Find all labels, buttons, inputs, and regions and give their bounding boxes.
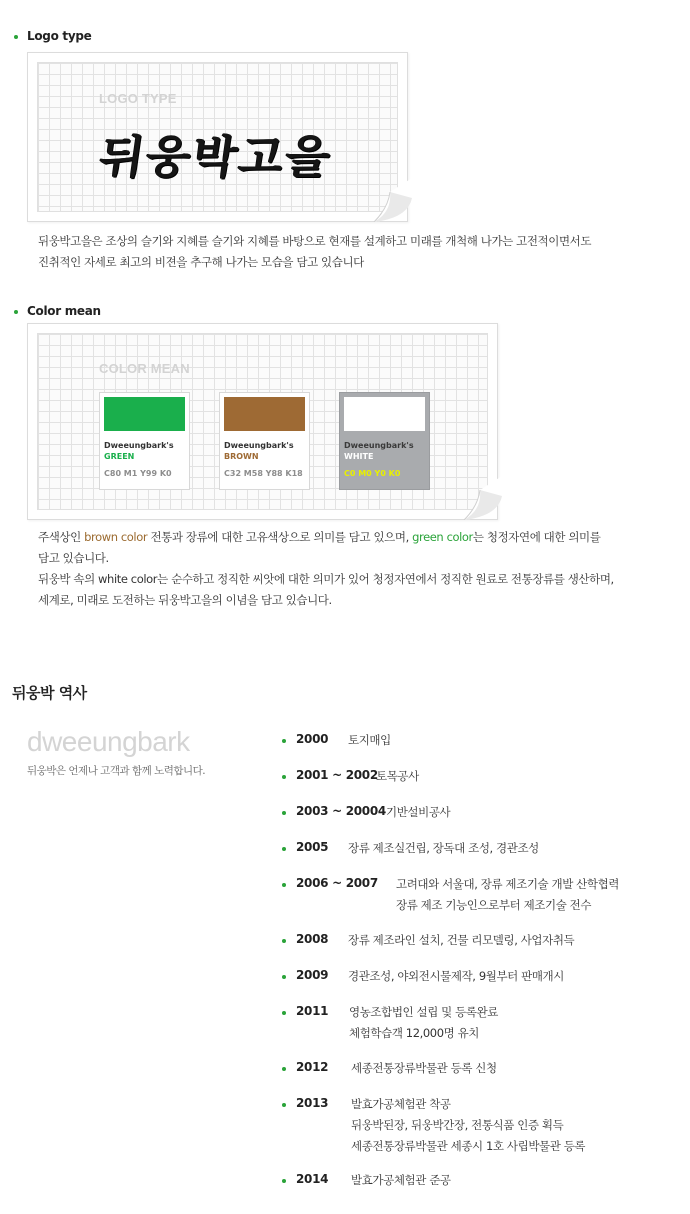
brown-color-text: brown color [84, 530, 148, 544]
timeline-year: 2003 ~ 20004 [296, 804, 386, 818]
timeline-description-line: 토목공사 [376, 769, 419, 783]
timeline-year: 2012 [296, 1060, 329, 1074]
section-bullet [14, 310, 18, 314]
timeline-year: 2009 [296, 968, 329, 982]
card-color-code: C0 M0 Y0 K0 [344, 469, 401, 478]
timeline-description-line: 고려대와 서울대, 장류 제조기술 개발 산학협력 [396, 877, 620, 891]
card-color-code: C32 M58 Y88 K18 [224, 469, 303, 478]
green-color-text: green color [412, 530, 473, 544]
timeline-description-line: 경관조성, 야외전시물제작, 9월부터 판매개시 [348, 969, 564, 983]
color-panel [27, 323, 498, 520]
history-title: 뒤웅박 역사 [12, 684, 87, 702]
timeline-bullet [282, 775, 286, 779]
timeline-description [351, 1094, 585, 1157]
timeline-description-line: 세종전통장류박물관 세종시 1호 사립박물관 등록 [351, 1139, 586, 1153]
card-brand-name: Dweeungbark's [104, 441, 174, 450]
logo-description-line: 진취적인 자세로 최고의 비젼을 추구해 나가는 모습을 담고 있습니다 [38, 255, 364, 269]
brand-tagline: 뒤웅박은 언제나 고객과 함께 노력합니다. [27, 765, 206, 777]
timeline-bullet [282, 975, 286, 979]
timeline-description [376, 766, 419, 787]
text-span: 는 청정자연에 대한 의미를 [472, 530, 601, 544]
timeline-description [351, 1058, 497, 1079]
timeline-year: 2008 [296, 932, 329, 946]
timeline-year: 2013 [296, 1096, 329, 1110]
color-card-brown [219, 392, 310, 490]
timeline-year: 2005 [296, 840, 329, 854]
timeline-year: 2014 [296, 1172, 329, 1186]
timeline-description [349, 1002, 498, 1044]
color-swatch-green [104, 397, 185, 431]
timeline-description [348, 930, 574, 951]
card-brand-name: Dweeungbark's [224, 441, 294, 450]
logo-panel-label: LOGO TYPE [99, 91, 177, 106]
timeline-description [348, 838, 539, 859]
color-section-title: Color mean [27, 304, 101, 318]
color-card-white [339, 392, 430, 490]
timeline-description [351, 1170, 451, 1191]
text-span: 전통과 장류에 대한 고유색상으로 의미를 담고 있으며, [147, 530, 413, 544]
timeline-bullet [282, 811, 286, 815]
section-bullet [14, 35, 18, 39]
timeline-description-line: 장류 제조실건립, 장독대 조성, 경관조성 [348, 841, 539, 855]
color-description-line: 담고 있습니다. [38, 551, 109, 565]
card-color-name: BROWN [224, 452, 259, 461]
timeline-description-line: 발효가공체험관 준공 [351, 1173, 451, 1187]
timeline-description-line: 토지매입 [348, 733, 391, 747]
timeline-description-line: 장류 제조라인 설치, 건물 리모델링, 사업자취득 [348, 933, 575, 947]
timeline-description [348, 966, 564, 987]
timeline-description-line: 영농조합법인 설립 및 등록완료 [349, 1005, 498, 1019]
card-color-code: C80 M1 Y99 K0 [104, 469, 172, 478]
timeline-year: 2000 [296, 732, 329, 746]
timeline-description-line: 뒤웅박된장, 뒤웅박간장, 전통식품 인증 획득 [351, 1118, 564, 1132]
brand-wordmark: dweeungbark [27, 726, 190, 757]
card-brand-name: Dweeungbark's [344, 441, 414, 450]
card-color-name: WHITE [344, 452, 374, 461]
page-curl-icon [368, 178, 412, 222]
timeline-description [348, 730, 391, 751]
timeline-description-line: 장류 제조 기능인으로부터 제조기술 전수 [396, 898, 592, 912]
timeline-year: 2011 [296, 1004, 329, 1018]
logo-description [38, 231, 678, 273]
timeline-bullet [282, 1011, 286, 1015]
timeline-year: 2001 ~ 2002 [296, 768, 378, 782]
timeline-description-line: 기반설비공사 [386, 805, 451, 819]
timeline-bullet [282, 939, 286, 943]
logo-panel [27, 52, 408, 222]
color-description-line: 뒤웅박 속의 white color는 순수하고 정직한 씨앗에 대한 의미가 있어 청정자연에서 정직한 원료로 전통장류를 생산하며, [38, 572, 614, 586]
timeline-bullet [282, 1103, 286, 1107]
timeline-bullet [282, 883, 286, 887]
color-swatch-brown [224, 397, 305, 431]
logo-section-title: Logo type [27, 29, 92, 43]
color-panel-label: COLOR MEAN [99, 361, 190, 376]
color-description-line: 세계로, 미래로 도전하는 뒤웅박고을의 이념을 담고 있습니다. [38, 593, 332, 607]
card-color-name: GREEN [104, 452, 135, 461]
timeline-description [386, 802, 450, 823]
timeline-bullet [282, 739, 286, 743]
color-description [38, 527, 683, 611]
timeline-description-line: 발효가공체험관 착공 [351, 1097, 451, 1111]
logo-wordmark: 뒤웅박고을 [95, 130, 336, 184]
logo-description-line: 뒤웅박고을은 조상의 슬기와 지혜를 슬기와 지혜를 바탕으로 현재를 설계하고 미래를 개척해 나가는 고전적이면서도 [38, 234, 592, 248]
page-curl-icon [458, 476, 502, 520]
timeline-description-line: 세종전통장류박물관 등록 신청 [351, 1061, 497, 1075]
text-span: 주색상인 [38, 530, 85, 544]
timeline-bullet [282, 1067, 286, 1071]
timeline-bullet [282, 1179, 286, 1183]
timeline-description-line: 체험학습객 12,000명 유치 [349, 1026, 480, 1040]
timeline-description [396, 874, 619, 916]
color-card-green [99, 392, 190, 490]
color-description-line [38, 527, 683, 548]
timeline-year: 2006 ~ 2007 [296, 876, 378, 890]
color-swatch-white [344, 397, 425, 431]
timeline-bullet [282, 847, 286, 851]
